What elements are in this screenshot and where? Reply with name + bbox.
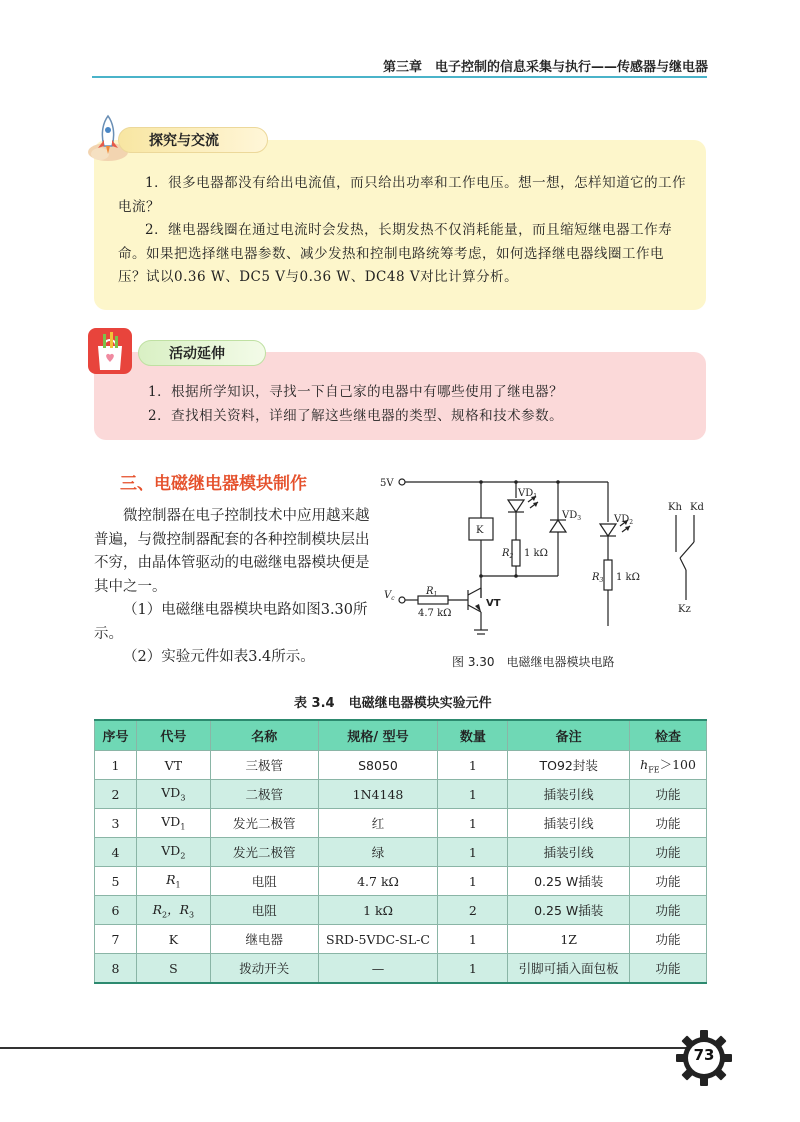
header-code: 代号	[136, 720, 210, 751]
components-table	[94, 719, 707, 984]
cell-check: 功能	[630, 896, 707, 925]
header-name: 名称	[210, 720, 318, 751]
activity-content	[148, 380, 698, 428]
cell-spec: 4.7 kΩ	[318, 867, 438, 896]
table-row	[95, 751, 707, 780]
table-row	[95, 780, 707, 809]
cell-name: 继电器	[210, 925, 318, 954]
cell-no: 7	[95, 925, 137, 954]
header-qty: 数量	[438, 720, 508, 751]
table-caption	[294, 692, 506, 711]
cell-spec: 绿	[318, 838, 438, 867]
cell-check: 功能	[630, 867, 707, 896]
cell-spec: 红	[318, 809, 438, 838]
page-number: 73	[693, 1046, 715, 1064]
cell-no: 3	[95, 809, 137, 838]
explore-content	[118, 172, 688, 290]
table-title: 电磁继电器模块实验元件	[348, 696, 492, 711]
cell-name: 电阻	[210, 896, 318, 925]
header-check: 检查	[630, 720, 707, 751]
cell-check: 功能	[630, 838, 707, 867]
label-r2-value: 1 kΩ	[524, 548, 548, 559]
figure-caption	[452, 653, 627, 670]
figure-number: 图 3.30	[452, 655, 495, 669]
cell-no: 1	[95, 751, 137, 780]
chapter-header: 第三章 电子控制的信息采集与执行——传感器与继电器	[382, 60, 708, 75]
label-kz: Kz	[678, 604, 691, 615]
activity-title: 活动延伸	[138, 340, 266, 366]
activity-item-2: 2．查找相关资料，详细了解这些继电器的类型、规格和技术参数。	[148, 408, 564, 424]
cell-name: 发光二极管	[210, 809, 318, 838]
footer-divider	[0, 1047, 690, 1049]
cell-code: $R_1$	[136, 867, 210, 896]
table-row	[95, 954, 707, 984]
explore-paragraph-2: 2．继电器线圈在通过电流时会发热，长期发热不仅消耗能量，而且缩短继电器工作寿命。如果把选择继电器参数、减少发热和控制电路统筹考虑，如何选择继电器线圈工作电压？试以0.36 W、DC5 V与0.36 W、DC48 V对比计算分析。	[118, 222, 673, 285]
cell-no: 4	[95, 838, 137, 867]
table-row	[95, 838, 707, 867]
label-kd: Kd	[690, 502, 704, 513]
explore-title: 探究与交流	[118, 127, 268, 153]
cell-note: 1Z	[508, 925, 630, 954]
header-note: 备注	[508, 720, 630, 751]
label-vc: $V_c$	[384, 590, 395, 602]
section-body	[94, 505, 374, 670]
cell-no: 5	[95, 867, 137, 896]
cell-code: $VD_2$	[136, 838, 210, 867]
cell-qty: 1	[438, 838, 508, 867]
header-no: 序号	[95, 720, 137, 751]
cell-code: $VD_3$	[136, 780, 210, 809]
cell-name: 三极管	[210, 751, 318, 780]
label-r2: $R_2$	[502, 548, 514, 560]
cell-qty: 1	[438, 867, 508, 896]
cell-no: 2	[95, 780, 137, 809]
cell-check: 功能	[630, 954, 707, 984]
cell-code: $R_2$，$R_3$	[136, 896, 210, 925]
cell-code: K	[136, 925, 210, 954]
label-r1-value: 4.7 kΩ	[418, 608, 452, 619]
cell-qty: 1	[438, 809, 508, 838]
cell-check: 功能	[630, 809, 707, 838]
cell-check: 功能	[630, 780, 707, 809]
relay-circuit-diagram	[378, 470, 718, 645]
cell-qty: 2	[438, 896, 508, 925]
cell-qty: 1	[438, 954, 508, 984]
cell-spec: —	[318, 954, 438, 984]
cell-spec: 1 kΩ	[318, 896, 438, 925]
header-divider	[92, 76, 707, 78]
label-5v: 5V	[380, 478, 394, 489]
label-r3-value: 1 kΩ	[616, 572, 640, 583]
cell-note: 插装引线	[508, 780, 630, 809]
header-spec: 规格/ 型号	[318, 720, 438, 751]
label-vd2: $VD_2$	[614, 514, 634, 526]
figure-title: 电磁继电器模块电路	[506, 655, 615, 669]
table-row	[95, 925, 707, 954]
table-row	[95, 867, 707, 896]
table-number: 表 3.4	[294, 696, 335, 711]
cell-name: 发光二极管	[210, 838, 318, 867]
section-title: 三、电磁继电器模块制作	[120, 474, 307, 494]
table-row	[95, 896, 707, 925]
table-row	[95, 809, 707, 838]
cell-spec: S8050	[318, 751, 438, 780]
cell-no: 6	[95, 896, 137, 925]
cell-note: 插装引线	[508, 809, 630, 838]
section-step-2: （2）实验元件如表3.4所示。	[123, 649, 315, 665]
table-header-row	[95, 720, 707, 751]
cell-qty: 1	[438, 751, 508, 780]
cell-check: $h_{FE}>100$	[630, 751, 707, 780]
cell-note: 0.25 W插装	[508, 896, 630, 925]
label-kh: Kh	[668, 502, 682, 513]
label-vd1: $VD_1$	[518, 488, 538, 500]
cell-code: $VD_1$	[136, 809, 210, 838]
cell-note: 插装引线	[508, 838, 630, 867]
cell-qty: 1	[438, 780, 508, 809]
section-intro: 微控制器在电子控制技术中应用越来越普遍，与微控制器配套的各种控制模块层出不穷，由晶体管驱动的电磁继电器模块便是其中之一。	[94, 508, 370, 595]
label-vt: VT	[486, 598, 501, 609]
cell-code: VT	[136, 751, 210, 780]
cell-note: 引脚可插入面包板	[508, 954, 630, 984]
shopping-bag-icon	[86, 326, 134, 376]
cell-qty: 1	[438, 925, 508, 954]
cell-check: 功能	[630, 925, 707, 954]
cell-note: TO92封装	[508, 751, 630, 780]
cell-code: S	[136, 954, 210, 984]
section-step-1: （1）电磁继电器模块电路如图3.30所示。	[94, 602, 368, 642]
label-relay-k: K	[476, 525, 484, 536]
label-r3: $R_3$	[592, 572, 604, 584]
activity-item-1: 1．根据所学知识，寻找一下自己家的电器中有哪些使用了继电器？	[148, 384, 564, 400]
cell-name: 电阻	[210, 867, 318, 896]
label-vd3: $VD_3$	[562, 510, 582, 522]
explore-paragraph-1: 1．很多电器都没有给出电流值，而只给出功率和工作电压。想一想，怎样知道它的工作电流？	[118, 175, 687, 215]
cell-note: 0.25 W插装	[508, 867, 630, 896]
cell-name: 拨动开关	[210, 954, 318, 984]
cell-name: 二极管	[210, 780, 318, 809]
label-r1: $R_1$	[426, 586, 438, 598]
cell-spec: 1N4148	[318, 780, 438, 809]
cell-no: 8	[95, 954, 137, 984]
cell-spec: SRD-5VDC-SL-C	[318, 925, 438, 954]
